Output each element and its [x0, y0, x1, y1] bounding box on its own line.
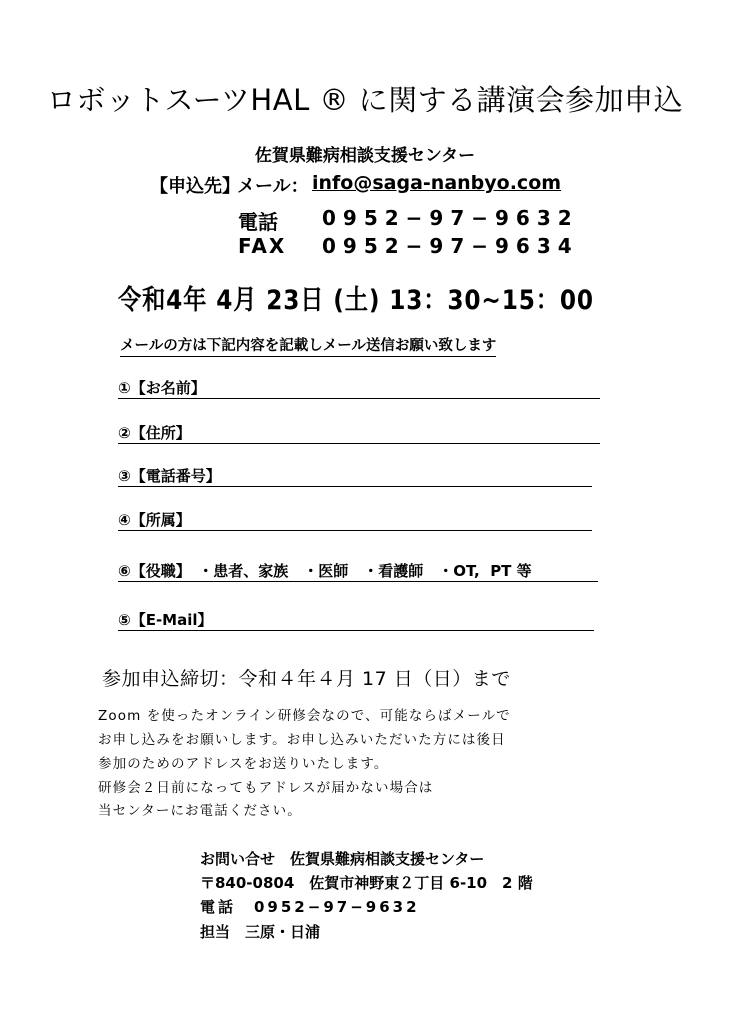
- fax-label: FAX: [238, 234, 287, 258]
- inquiry-phone: 電話 0952−97−9632: [200, 898, 420, 916]
- inquiry-address: 〒840-0804 佐賀市神野東２丁目 6-10 2 階: [200, 874, 533, 892]
- field-position[interactable]: ⑥【役職】 ・患者、家族 ・医師 ・看護師 ・OT, PT 等: [118, 561, 598, 582]
- note-line: 研修会２日前になってもアドレスが届かない場合は: [98, 780, 434, 796]
- note-line: Zoom を使ったオンライン研修会なので、可能ならばメールで: [98, 708, 511, 724]
- note-line: 参加のためのアドレスをお送りいたします。: [98, 756, 389, 772]
- field-email[interactable]: ⑤【E-Mail】: [118, 610, 594, 631]
- inquiry-header: お問い合せ 佐賀県難病相談支援センター: [200, 850, 485, 868]
- fax-number: 0952−97−9634: [322, 234, 579, 258]
- contact-mail-label: メール：: [237, 176, 309, 197]
- contact-email-link[interactable]: info@saga-nanbyo.com: [312, 172, 562, 194]
- organization-name: 佐賀県難病相談支援センター: [254, 146, 476, 166]
- page-title: ロボットスーツHAL ® に関する講演会参加申込: [46, 83, 684, 117]
- field-address[interactable]: ②【住所】: [118, 423, 600, 444]
- tel-label: 電話: [238, 210, 278, 234]
- deadline-text: 参加申込締切：令和４年４月 17 日（日）まで: [102, 668, 511, 690]
- field-affiliation[interactable]: ④【所属】: [118, 510, 592, 531]
- contact-label: 【申込先】: [150, 176, 240, 197]
- note-line: 当センターにお電話ください。: [98, 803, 302, 819]
- field-name[interactable]: ①【お名前】: [118, 378, 600, 399]
- instruction-text: メールの方は下記内容を記載しメール送信お願い致します: [120, 334, 496, 357]
- tel-number: 0952−97−9632: [322, 206, 579, 230]
- event-date: 令和4年 4月 23日 (土) 13：30~15：00: [118, 285, 594, 316]
- inquiry-staff: 担当 三原・日浦: [200, 923, 321, 941]
- note-line: お申し込みをお願いします。お申し込みいただいた方には後日: [98, 732, 506, 748]
- field-phone[interactable]: ③【電話番号】: [118, 466, 592, 487]
